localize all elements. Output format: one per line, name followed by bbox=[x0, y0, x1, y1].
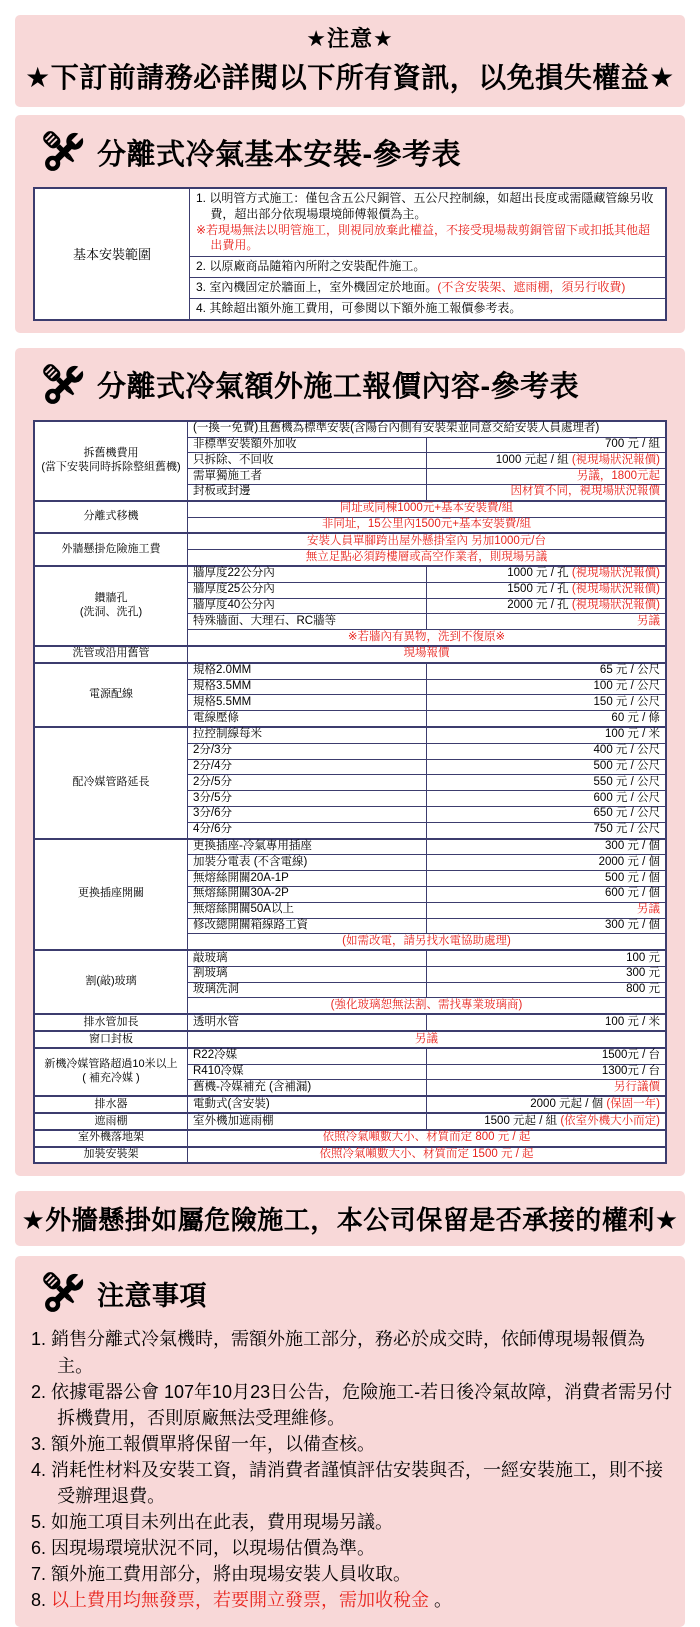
text-segment: 另行議價 bbox=[614, 1080, 660, 1093]
text-segment: 100 元 / 米 bbox=[605, 1015, 660, 1028]
price-cell bbox=[427, 855, 666, 871]
label-line: 排水器 bbox=[94, 1097, 128, 1110]
row-content bbox=[190, 298, 667, 319]
item-cell: 牆厚度40公分內 bbox=[188, 598, 427, 614]
text-segment: 800 元 bbox=[626, 983, 660, 996]
text-line bbox=[196, 259, 659, 275]
price-cell bbox=[427, 966, 666, 982]
span-cell: 依照冷氣噸數大小、材質而定 800 元 / 起 bbox=[188, 1130, 667, 1147]
label-line: ( 補充冷媒 ) bbox=[82, 1072, 140, 1085]
span-cell: 同址或同棟1000元+基本安裝費/組 bbox=[188, 501, 667, 517]
notes-header bbox=[15, 1262, 685, 1322]
text-segment: (視現場狀況報價) bbox=[571, 599, 660, 612]
item-cell: 電線壓條 bbox=[188, 711, 427, 727]
item-cell: 封板或封邊 bbox=[188, 484, 427, 500]
label-line: 遮雨棚 bbox=[94, 1114, 128, 1127]
label-line: 電源配線 bbox=[89, 687, 133, 700]
notes-title: 注意事項 bbox=[97, 1280, 207, 1311]
note-item bbox=[31, 1379, 673, 1431]
text-segment: 7. 額外施工費用部分，將由現場安裝人員收取。 bbox=[31, 1564, 412, 1585]
row-label bbox=[34, 663, 188, 727]
item-cell: 加裝分電表 (不含電線) bbox=[188, 855, 427, 871]
text-segment: 1500元 / 台 bbox=[601, 1049, 660, 1062]
price-cell bbox=[427, 822, 666, 838]
price-cell bbox=[427, 886, 666, 902]
item-cell: 牆厚度25公分內 bbox=[188, 582, 427, 598]
price-cell bbox=[427, 663, 666, 679]
row-label bbox=[34, 1147, 188, 1164]
text-segment: (視現場狀況報價) bbox=[571, 453, 660, 466]
item-cell: 玻璃洗洞 bbox=[188, 982, 427, 998]
price-cell bbox=[427, 1014, 666, 1031]
basic-install-header bbox=[15, 121, 685, 181]
text-line bbox=[196, 280, 659, 296]
text-segment: 400 元 / 公尺 bbox=[593, 744, 660, 757]
text-segment: 500 元 / 個 bbox=[605, 871, 660, 884]
banner-line1: ★注意★ bbox=[306, 26, 394, 51]
wrench-screwdriver-icon bbox=[37, 125, 91, 179]
row-label bbox=[34, 501, 188, 534]
table-row bbox=[34, 1096, 666, 1113]
label-line: 配冷媒管路延長 bbox=[72, 775, 150, 788]
text-segment: 6. 因現場環境狀況不同，以現場估價為準。 bbox=[31, 1538, 376, 1559]
text-segment: 以上費用均無發票，若要開立發票，需加收稅金 bbox=[51, 1590, 430, 1611]
text-segment: 4. 消耗性材料及安裝工資，請消費者謹慎評估安裝與否，一經安裝施工，則不接受辦理退費。 bbox=[31, 1459, 664, 1507]
label-line: 外牆懸掛危險施工費 bbox=[61, 542, 161, 555]
notes-list bbox=[15, 1322, 685, 1613]
text-segment: 550 元 / 公尺 bbox=[593, 775, 660, 788]
table-row bbox=[34, 727, 666, 743]
label-line: 割(敲)玻璃 bbox=[85, 975, 137, 988]
item-cell: 只拆除、不回收 bbox=[188, 453, 427, 469]
item-cell: 規格5.5MM bbox=[188, 695, 427, 711]
item-cell: 2分/4分 bbox=[188, 759, 427, 775]
price-cell bbox=[427, 806, 666, 822]
price-cell bbox=[427, 759, 666, 775]
span-cell: 現場報價 bbox=[188, 646, 667, 663]
item-cell: 2分/5分 bbox=[188, 775, 427, 791]
table-row bbox=[34, 421, 666, 437]
item-cell: 2分/3分 bbox=[188, 743, 427, 759]
text-segment: 2. 以原廠商品隨箱內所附之安裝配件施工。 bbox=[196, 259, 426, 274]
item-cell: 敲玻璃 bbox=[188, 950, 427, 966]
row-label bbox=[34, 950, 188, 1014]
row-label bbox=[34, 1130, 188, 1147]
price-cell bbox=[427, 982, 666, 998]
row-label bbox=[34, 421, 188, 501]
text-segment: 1000 元 / 孔 bbox=[507, 567, 572, 580]
table-row bbox=[34, 501, 666, 517]
text-segment: 600 元 / 公尺 bbox=[593, 791, 660, 804]
risk-warning-banner bbox=[15, 1191, 685, 1246]
table-row bbox=[34, 839, 666, 855]
row-label bbox=[34, 533, 188, 566]
label-line: (當下安裝同時拆除整組舊機) bbox=[41, 460, 181, 473]
label-line: 室外機落地架 bbox=[78, 1131, 144, 1144]
label-line: 新機冷媒管路超過10米以上 bbox=[44, 1058, 178, 1071]
wrench-screwdriver-icon bbox=[37, 1266, 91, 1320]
span-cell: 安裝人員單腳跨出屋外懸掛室內 另加1000元/台 bbox=[188, 533, 667, 549]
item-cell: R22冷媒 bbox=[188, 1048, 427, 1064]
text-segment: (保固一年) bbox=[606, 1097, 660, 1110]
extra-quote-tbody bbox=[34, 421, 666, 1164]
item-cell: 3分/5分 bbox=[188, 791, 427, 807]
extra-quote-section bbox=[15, 348, 685, 1177]
label-line: 拆舊機費用 bbox=[83, 447, 139, 460]
label-line: 更換插座開關 bbox=[78, 887, 144, 900]
table-row bbox=[34, 188, 666, 257]
item-cell: 規格2.0MM bbox=[188, 663, 427, 679]
basic-install-tbody bbox=[34, 188, 666, 320]
label-line: 加裝安裝架 bbox=[83, 1148, 139, 1161]
text-segment: 300 元 bbox=[626, 967, 660, 980]
price-cell bbox=[427, 679, 666, 695]
text-segment: 700 元 / 組 bbox=[605, 438, 660, 451]
note-item bbox=[31, 1431, 673, 1457]
text-segment: 100 元 / 米 bbox=[605, 728, 660, 741]
item-cell: R410冷媒 bbox=[188, 1064, 427, 1080]
price-cell bbox=[427, 614, 666, 630]
row-content bbox=[190, 188, 667, 257]
note-item bbox=[31, 1587, 673, 1613]
price-cell bbox=[427, 871, 666, 887]
price-cell bbox=[427, 791, 666, 807]
text-segment: 100 元 bbox=[626, 951, 660, 964]
item-cell: 非標準安裝額外加收 bbox=[188, 437, 427, 453]
table-row bbox=[34, 1048, 666, 1064]
extra-quote-title: 分離式冷氣額外施工報價內容-參考表 bbox=[97, 371, 580, 404]
wrench-screwdriver-icon bbox=[37, 358, 91, 412]
text-segment: 另議 bbox=[637, 614, 660, 627]
price-cell bbox=[427, 582, 666, 598]
text-segment: 1. 銷售分離式冷氣機時，需額外施工部分，務必於成交時，依師傅現場報價為主。 bbox=[31, 1329, 646, 1376]
note-item bbox=[31, 1561, 673, 1587]
text-segment: 600 元 / 個 bbox=[605, 887, 660, 900]
item-cell: 割玻璃 bbox=[188, 966, 427, 982]
text-segment: 1500 元 / 孔 bbox=[507, 583, 572, 596]
item-cell: 特殊牆面、大理石、RC牆等 bbox=[188, 614, 427, 630]
item-cell: 牆厚度22公分內 bbox=[188, 566, 427, 582]
text-segment: (視現場狀況報價) bbox=[571, 567, 660, 580]
text-segment: 1500 元起 / 組 bbox=[484, 1114, 561, 1127]
text-segment: 750 元 / 公尺 bbox=[593, 823, 660, 836]
text-segment: 1300元 / 台 bbox=[601, 1065, 660, 1078]
risk-warning-text: ★外牆懸掛如屬危險施工，本公司保留是否承接的權利★ bbox=[21, 1205, 679, 1236]
text-segment: 3. 額外施工報價單將保留一年，以備查核。 bbox=[31, 1433, 376, 1454]
item-cell: 更換插座-冷氣專用插座 bbox=[188, 839, 427, 855]
text-segment: 150 元 / 公尺 bbox=[593, 695, 660, 708]
row-content bbox=[190, 257, 667, 278]
price-cell bbox=[427, 918, 666, 934]
label-line: (洗洞、洗孔) bbox=[79, 605, 143, 618]
price-cell bbox=[427, 727, 666, 743]
basic-install-table bbox=[33, 187, 667, 321]
price-cell bbox=[427, 775, 666, 791]
text-segment: 65 元 / 公尺 bbox=[599, 664, 660, 677]
text-line bbox=[196, 301, 659, 317]
text-segment: 2. 依據電器公會 107年10月23日公告，危險施工-若日後冷氣故障，消費者需另付拆機費用，否則原廠無法受理維修。 bbox=[31, 1381, 673, 1428]
text-segment: 5. 如施工項目未列出在此表，費用現場另議。 bbox=[31, 1512, 394, 1533]
item-cell: 室外機加遮雨棚 bbox=[188, 1113, 427, 1130]
text-segment: 500 元 / 公尺 bbox=[593, 760, 660, 773]
span-cell: (一換一免費)且舊機為標準安裝(含陽台內側有安裝架並同意交給安裝人員處理者) bbox=[188, 421, 667, 437]
row-label bbox=[34, 727, 188, 839]
price-cell bbox=[427, 1048, 666, 1064]
span-cell: 無立足點必須跨樓層或高空作業者，則現場另議 bbox=[188, 550, 667, 566]
text-segment: 1. 以明管方式施工：僅包含五公尺銅管、五公尺控制線，如超出長度或需隱藏管線另收費，超出部分依現場環境師傅報價為主。 bbox=[196, 191, 654, 221]
text-segment: 2000 元 / 個 bbox=[598, 855, 660, 868]
top-warning-banner bbox=[15, 15, 685, 107]
notice-page bbox=[0, 15, 700, 1627]
price-cell bbox=[427, 950, 666, 966]
text-segment: (不含安裝架、遮雨棚，須另行收費) bbox=[437, 280, 626, 295]
item-cell: 4分/6分 bbox=[188, 822, 427, 838]
table-row bbox=[34, 950, 666, 966]
price-cell bbox=[427, 598, 666, 614]
item-cell: 拉控制線每米 bbox=[188, 727, 427, 743]
text-segment: 1000 元起 / 組 bbox=[495, 453, 572, 466]
price-cell bbox=[427, 453, 666, 469]
text-segment: 2000 元 / 孔 bbox=[507, 599, 572, 612]
text-segment: 60 元 / 條 bbox=[611, 711, 660, 724]
text-segment: 650 元 / 公尺 bbox=[593, 807, 660, 820]
price-cell bbox=[427, 484, 666, 500]
text-segment: 300 元 / 個 bbox=[605, 919, 660, 931]
table-row bbox=[34, 1130, 666, 1147]
price-cell bbox=[427, 695, 666, 711]
price-cell bbox=[427, 1096, 666, 1113]
price-cell bbox=[427, 711, 666, 727]
notes-section bbox=[15, 1256, 685, 1627]
span-cell: 非同址，15公里內1500元+基本安裝費/組 bbox=[188, 517, 667, 533]
text-segment: 另議 bbox=[637, 903, 660, 916]
extra-quote-header bbox=[15, 354, 685, 414]
table-row bbox=[34, 646, 666, 663]
text-segment: 300 元 / 個 bbox=[605, 840, 660, 853]
item-cell: 修改總開關箱線路工資 bbox=[188, 918, 427, 934]
text-segment: 另議，1800元起 bbox=[576, 469, 660, 482]
span-cell: (如需改電，請另找水電協助處理) bbox=[188, 934, 667, 950]
row-label: 基本安裝範圍 bbox=[34, 188, 190, 320]
price-cell bbox=[427, 437, 666, 453]
span-cell: ※若牆內有異物，洗到不復原※ bbox=[188, 630, 667, 646]
row-label bbox=[34, 839, 188, 951]
label-line: 窗口封板 bbox=[89, 1032, 133, 1045]
item-cell: 無熔絲開關20A-1P bbox=[188, 871, 427, 887]
text-segment: (視現場狀況報價) bbox=[571, 583, 660, 596]
row-label bbox=[34, 566, 188, 646]
table-row bbox=[34, 1014, 666, 1031]
text-segment: (依室外機大小而定) bbox=[560, 1114, 660, 1127]
span-cell: (強化玻璃恕無法割、需找專業玻璃商) bbox=[188, 998, 667, 1014]
row-label bbox=[34, 1048, 188, 1096]
table-row bbox=[34, 566, 666, 582]
text-segment: 3. 室內機固定於牆面上，室外機固定於地面。 bbox=[196, 280, 438, 295]
price-cell bbox=[427, 743, 666, 759]
note-item bbox=[31, 1326, 673, 1378]
row-label bbox=[34, 646, 188, 663]
price-cell bbox=[427, 566, 666, 582]
basic-install-title: 分離式冷氣基本安裝-參考表 bbox=[97, 138, 462, 171]
row-label bbox=[34, 1014, 188, 1031]
table-row bbox=[34, 1147, 666, 1164]
item-cell: 無熔絲開關50A以上 bbox=[188, 902, 427, 918]
item-cell: 透明水管 bbox=[188, 1014, 427, 1031]
item-cell: 無熔絲開關30A-2P bbox=[188, 886, 427, 902]
note-item bbox=[31, 1509, 673, 1535]
text-segment: 因材質不同，視現場狀況報價 bbox=[510, 485, 660, 498]
row-label bbox=[34, 1096, 188, 1113]
item-cell: 電動式(含安裝) bbox=[188, 1096, 427, 1113]
text-segment: 。 bbox=[429, 1590, 453, 1611]
item-cell: 需單獨施工者 bbox=[188, 469, 427, 485]
text-line bbox=[196, 191, 659, 223]
label-line: 鑽牆孔 bbox=[94, 592, 128, 605]
table-row bbox=[34, 533, 666, 549]
price-cell bbox=[427, 469, 666, 485]
text-segment: 100 元 / 公尺 bbox=[593, 680, 660, 693]
price-cell bbox=[427, 839, 666, 855]
row-label bbox=[34, 1113, 188, 1130]
banner-line2: ★下訂前請務必詳閱以下所有資訊，以免損失權益★ bbox=[25, 62, 675, 93]
row-content bbox=[190, 278, 667, 299]
table-row bbox=[34, 1113, 666, 1130]
price-cell bbox=[427, 1064, 666, 1080]
row-label bbox=[34, 1031, 188, 1048]
table-row bbox=[34, 663, 666, 679]
span-cell: 依照冷氣噸數大小、材質而定 1500 元 / 起 bbox=[188, 1147, 667, 1164]
text-segment: 2000 元起 / 個 bbox=[530, 1097, 607, 1110]
table-row bbox=[34, 1031, 666, 1048]
item-cell: 規格3.5MM bbox=[188, 679, 427, 695]
text-segment: 8. bbox=[31, 1590, 52, 1611]
label-line: 排水管加長 bbox=[83, 1015, 139, 1028]
label-line: 分離式移機 bbox=[83, 510, 139, 523]
text-segment: ※若現場無法以明管施工，則視同放棄此權益，不接受現場裁剪銅管留下或扣抵其他超出費用。 bbox=[196, 222, 651, 253]
note-item bbox=[31, 1535, 673, 1561]
item-cell: 舊機-冷媒補充 (含補漏) bbox=[188, 1080, 427, 1096]
text-line bbox=[196, 223, 659, 255]
price-cell bbox=[427, 1080, 666, 1096]
span-cell: 另議 bbox=[188, 1031, 667, 1048]
note-item bbox=[31, 1457, 673, 1509]
extra-quote-table bbox=[33, 420, 667, 1165]
item-cell: 3分/6分 bbox=[188, 806, 427, 822]
price-cell bbox=[427, 902, 666, 918]
text-segment: 4. 其餘超出額外施工費用，可參閱以下額外施工報價參考表。 bbox=[196, 300, 522, 315]
label-line: 洗管或沿用舊管 bbox=[72, 647, 150, 660]
price-cell bbox=[427, 1113, 666, 1130]
basic-install-section bbox=[15, 115, 685, 333]
